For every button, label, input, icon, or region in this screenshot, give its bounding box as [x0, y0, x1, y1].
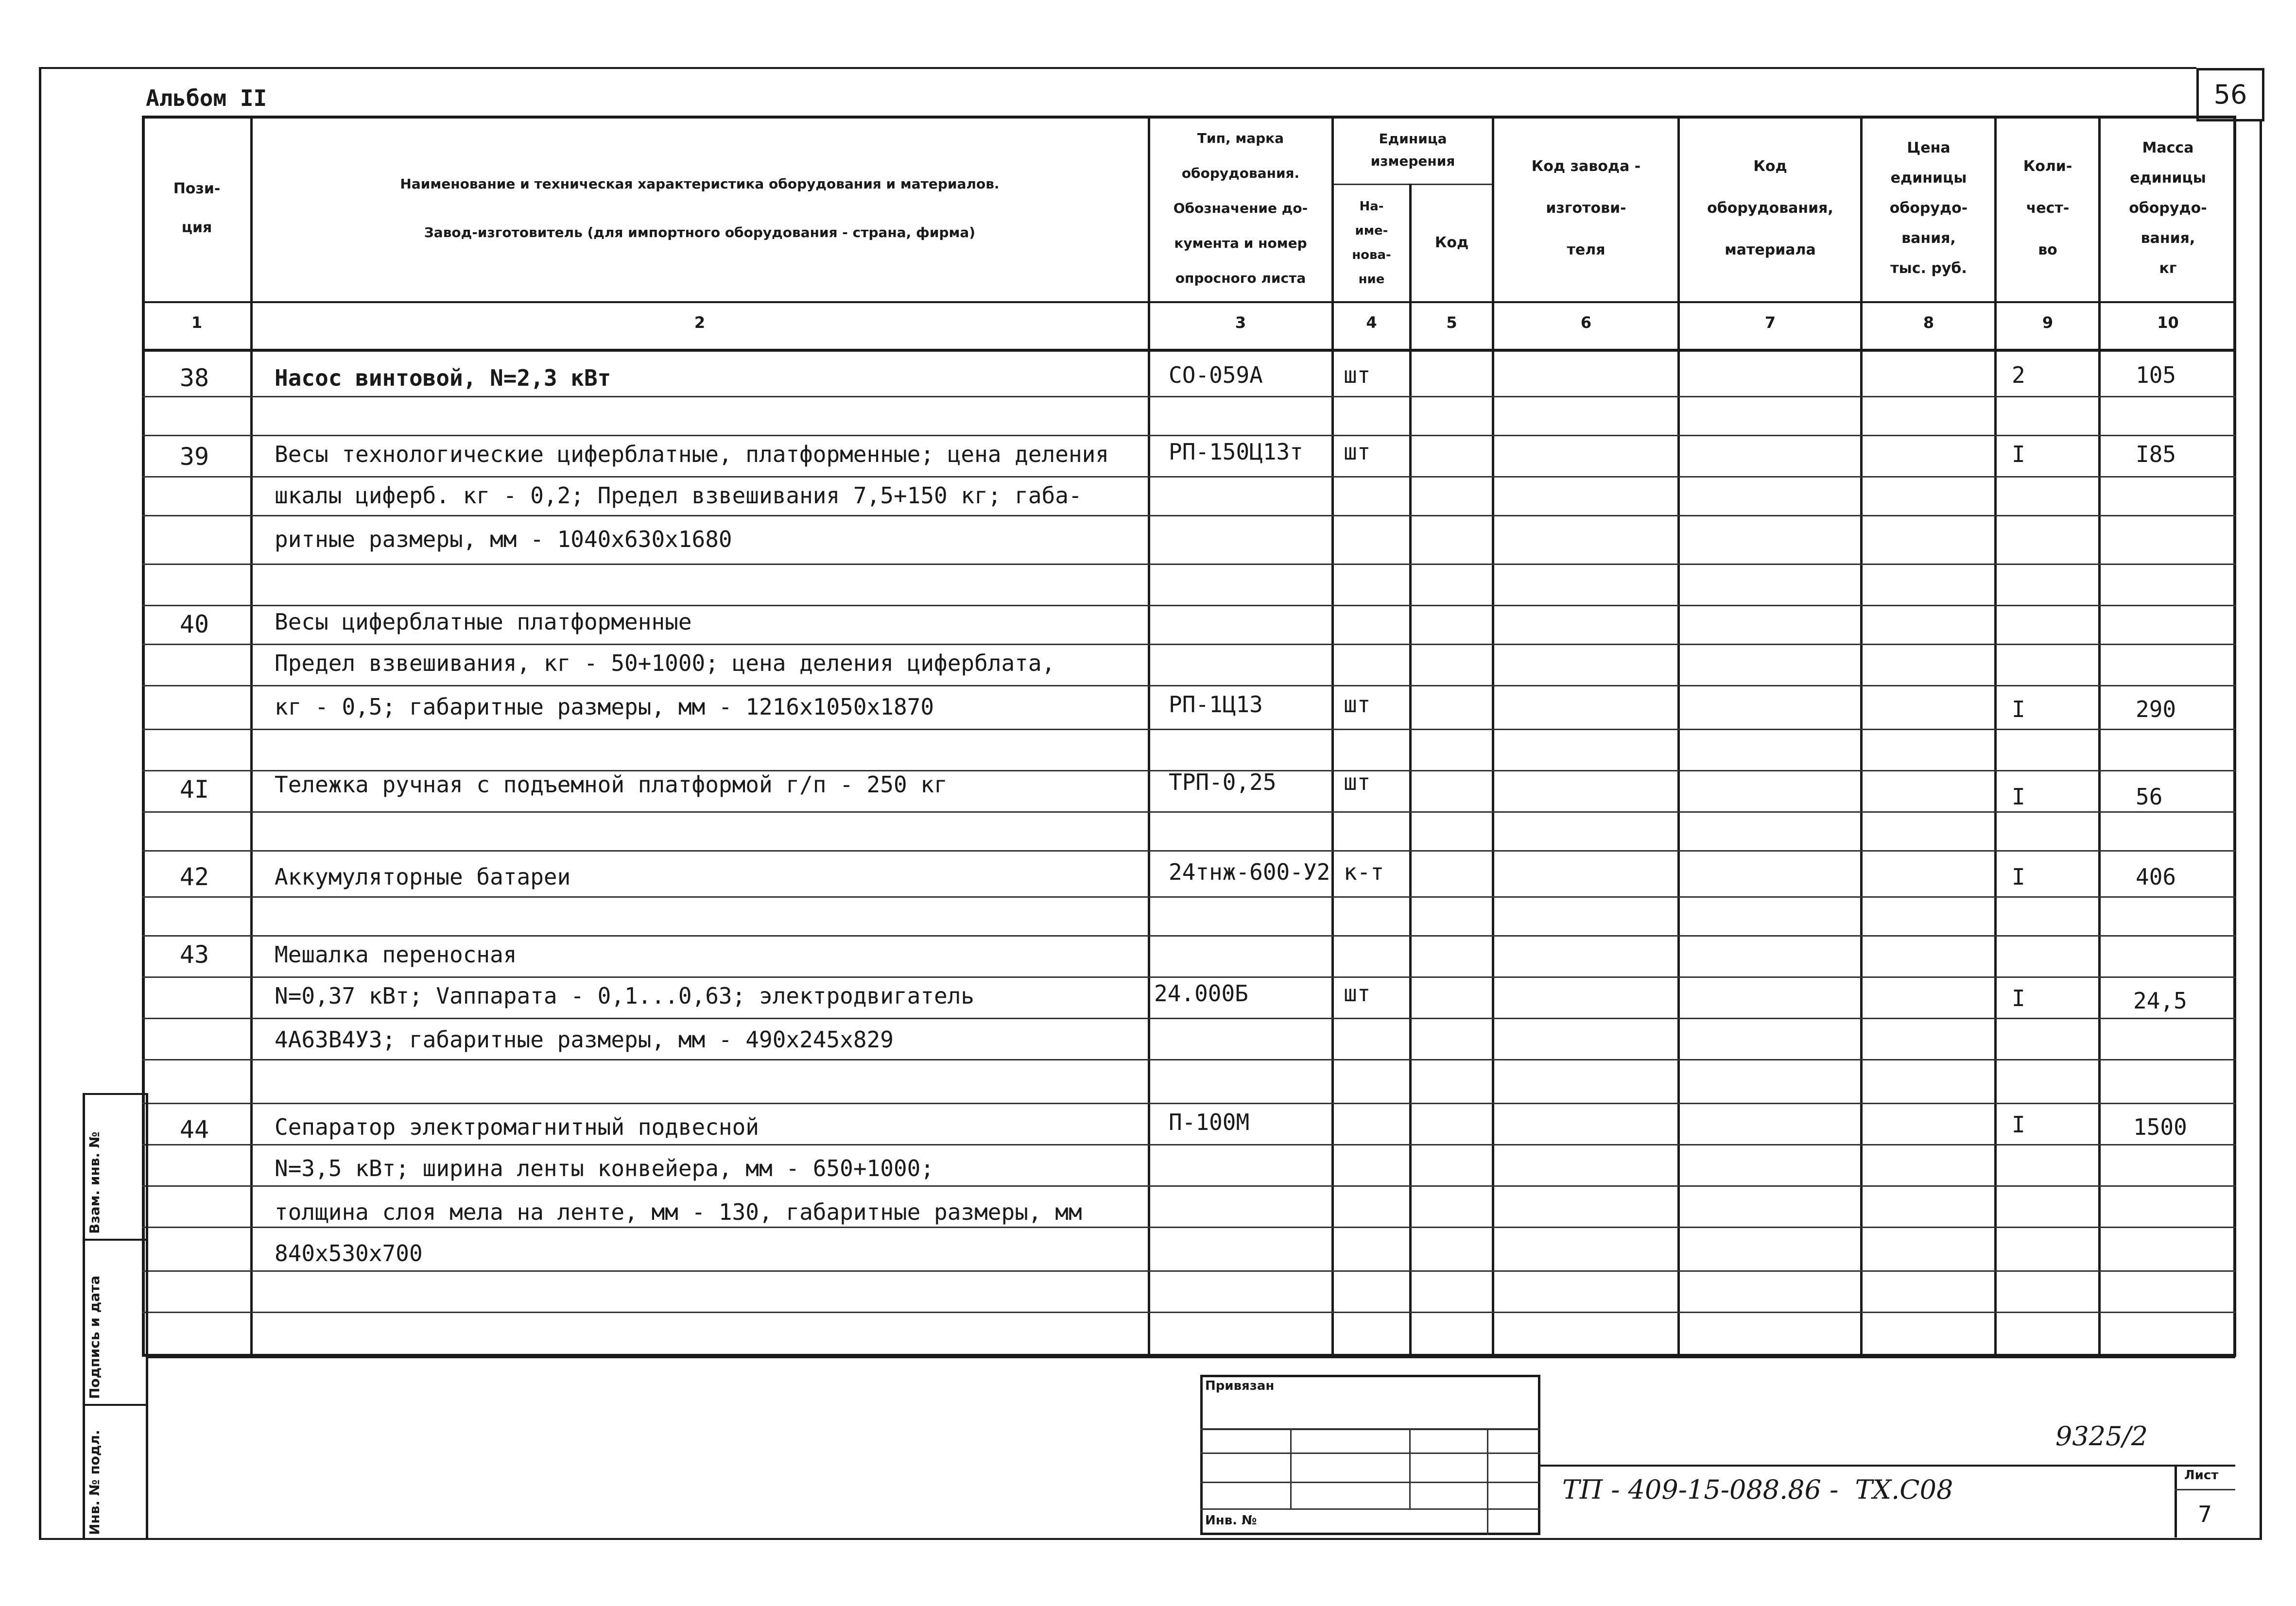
privyazan-col [1487, 1428, 1488, 1535]
row-qty: I [2012, 696, 2025, 722]
header-name: Наименование и техническая характеристика оборудования и материалов. Завод-изготовитель (для импортного оборудования - страна, фирма) [400, 176, 1000, 240]
row-rule [142, 476, 2236, 478]
row-rule [142, 935, 2236, 937]
row-description: 4А63В4У3; габаритные размеры, мм - 490х245х829 [275, 1026, 894, 1053]
header-mass: Масса единицы оборудо- вания, кг [2129, 139, 2207, 277]
row-position: 43 [179, 940, 209, 969]
row-rule [142, 976, 2236, 978]
row-rule [142, 850, 2236, 852]
row-position: 4I [179, 775, 209, 803]
row-mass: 406 [2136, 864, 2176, 890]
doc-code: ТП - 409-15-088.86 - ТХ.С08 [1562, 1474, 1953, 1505]
album-label: Альбом II [146, 85, 267, 111]
row-rule [142, 1059, 2236, 1060]
row-mass: 56 [2136, 784, 2163, 810]
row-mass: 105 [2136, 362, 2176, 388]
row-qty: I [2012, 1111, 2025, 1138]
row-description: Насос винтовой, N=2,3 кВт [275, 365, 611, 391]
row-description: Сепаратор электромагнитный подвесной [275, 1114, 759, 1140]
row-type: П-100М [1169, 1109, 1250, 1135]
row-type: 24.000Б [1154, 980, 1248, 1007]
header-maker-code: Код завода - изготови- теля [1531, 158, 1641, 258]
row-type: СО-059А [1169, 362, 1263, 388]
row-type: ТРП-0,25 [1169, 769, 1277, 795]
row-position: 39 [179, 443, 209, 471]
page-number: 56 [2213, 79, 2247, 110]
privyazan-col [1409, 1428, 1411, 1508]
row-description: Тележка ручная с подъемной платформой г/п - 250 кг [275, 771, 948, 798]
row-rule [142, 729, 2236, 730]
doc-code-top-rule [1540, 1465, 2235, 1467]
row-rule [142, 896, 2236, 898]
row-unit: шт [1344, 362, 1371, 388]
col-line-9 [2098, 116, 2101, 1357]
row-description: толщина слоя мела на ленте, мм - 130, габаритные размеры, мм [275, 1199, 1082, 1225]
column-number: 4 [1366, 313, 1377, 332]
header-bottom-rule [142, 301, 2236, 303]
row-unit: шт [1344, 439, 1371, 465]
privyazan-rule [1200, 1508, 1540, 1510]
privyazan-rule [1200, 1482, 1540, 1483]
column-number: 7 [1764, 313, 1776, 332]
outer-bottom-line [39, 1538, 2262, 1540]
row-description: N=3,5 кВт; ширина ленты конвейера, мм - 650+1000; [275, 1155, 934, 1181]
col-line-6 [1677, 116, 1680, 1357]
privyazan-rule [1200, 1452, 1540, 1454]
row-unit: шт [1344, 691, 1371, 718]
column-number: 9 [2042, 313, 2054, 332]
row-rule [142, 811, 2236, 813]
row-rule [142, 1227, 2236, 1228]
side-strip-right [146, 1093, 148, 1540]
col-line-8 [1994, 116, 1997, 1357]
row-description: Весы циферблатные платформенные [275, 609, 692, 635]
row-qty: 2 [2012, 362, 2025, 388]
col-line-5 [1492, 116, 1494, 1357]
row-rule [142, 1103, 2236, 1104]
outer-right-line [2260, 121, 2262, 1540]
row-mass: 1500 [2133, 1114, 2187, 1140]
row-qty: I [2012, 784, 2025, 810]
row-position: 42 [179, 863, 209, 891]
row-qty: I [2012, 985, 2025, 1011]
side-strip-left [83, 1093, 85, 1540]
privyazan-col [1290, 1428, 1292, 1508]
header-position: Пози- ция [173, 180, 221, 236]
row-type: 24тнж-600-У2 [1169, 859, 1330, 885]
column-number: 2 [694, 313, 706, 332]
row-mass: 24,5 [2133, 988, 2187, 1014]
column-number: 10 [2157, 313, 2179, 332]
row-description: Аккумуляторные батареи [275, 864, 571, 890]
row-position: 44 [179, 1115, 209, 1144]
col-line-7 [1860, 116, 1863, 1357]
row-rule [142, 605, 2236, 606]
row-type: РП-150Ц13т [1169, 439, 1303, 465]
row-rule [142, 1144, 2236, 1145]
row-rule [142, 1270, 2236, 1272]
header-qty: Коли- чест- во [2023, 158, 2072, 258]
row-rule [142, 685, 2236, 686]
row-rule [142, 1312, 2236, 1313]
row-description: N=0,37 кВт; Vаппарата - 0,1...0,63; электродвигатель [275, 983, 975, 1009]
side-strip-rule [83, 1404, 146, 1406]
row-rule [142, 1018, 2236, 1019]
column-number: 1 [191, 313, 203, 332]
side-label-podpis: Подпись и дата [86, 1275, 103, 1399]
stamp-top-line [146, 1356, 2235, 1358]
side-label-vzam: Взам. инв. № [86, 1131, 103, 1234]
column-number: 3 [1235, 313, 1246, 332]
sheet-label: Лист [2184, 1468, 2219, 1483]
col-line-2 [1148, 116, 1150, 1357]
col-line-3 [1331, 116, 1334, 1357]
row-rule [142, 515, 2236, 516]
row-qty: I [2012, 441, 2025, 467]
col-line-1 [250, 116, 253, 1357]
side-strip-rule [83, 1239, 146, 1241]
row-mass: I85 [2136, 441, 2176, 467]
row-unit: шт [1344, 980, 1371, 1007]
row-description: Весы технологические циферблатные, платформенные; цена деления [275, 441, 1109, 467]
column-number: 8 [1923, 313, 1934, 332]
column-number: 6 [1580, 313, 1592, 332]
row-rule [142, 644, 2236, 645]
side-strip-rule [83, 1093, 146, 1095]
outer-left-line [39, 67, 41, 1539]
sheet-rule [2175, 1489, 2235, 1490]
inv-no-label: Инв. № [1205, 1513, 1257, 1528]
row-position: 40 [179, 610, 209, 638]
row-rule [142, 1185, 2236, 1187]
header-unit-name: На- име- нова- ние [1352, 199, 1391, 287]
row-unit: к-т [1344, 859, 1384, 885]
row-rule [142, 564, 2236, 565]
privyazan-label: Привязан [1205, 1379, 1275, 1393]
header-type: Тип, марка оборудования. Обозначение до- кумента и номер опросного листа [1173, 130, 1308, 286]
row-unit: шт [1344, 769, 1371, 795]
privyazan-rule [1200, 1428, 1540, 1430]
row-type: РП-1Ц13 [1169, 691, 1263, 718]
row-qty: I [2012, 864, 2025, 890]
colnum-bottom-rule [142, 349, 2236, 352]
handwritten-number: 9325/2 [2055, 1421, 2148, 1452]
row-description: кг - 0,5; габаритные размеры, мм - 1216х1050х1870 [275, 694, 934, 720]
header-price: Цена единицы оборудо- вания, тыс. руб. [1889, 139, 1968, 277]
row-description: шкалы циферб. кг - 0,2; Предел взвешивания 7,5+150 кг; габа- [275, 482, 1082, 509]
row-description: ритные размеры, мм - 1040х630х1680 [275, 526, 732, 552]
outer-top-line [39, 67, 2196, 69]
row-rule [142, 396, 2236, 397]
privyazan-box [1200, 1375, 1540, 1535]
row-description: Предел взвешивания, кг - 50+1000; цена деления циферблата, [275, 650, 1055, 676]
row-position: 38 [179, 364, 209, 392]
header-equip-code: Код оборудования, материала [1707, 158, 1833, 258]
side-label-inv-podl: Инв. № подл. [86, 1430, 103, 1535]
row-mass: 290 [2136, 696, 2176, 722]
row-description: 840х530х700 [275, 1240, 423, 1266]
header-unit-code: Код [1434, 234, 1469, 251]
row-rule [142, 435, 2236, 436]
column-number: 5 [1446, 313, 1457, 332]
header-unit: Единица измерения [1370, 131, 1455, 169]
sheet-number: 7 [2197, 1501, 2212, 1527]
row-description: Мешалка переносная [275, 941, 517, 968]
unit-sub-rule [1331, 184, 1492, 185]
